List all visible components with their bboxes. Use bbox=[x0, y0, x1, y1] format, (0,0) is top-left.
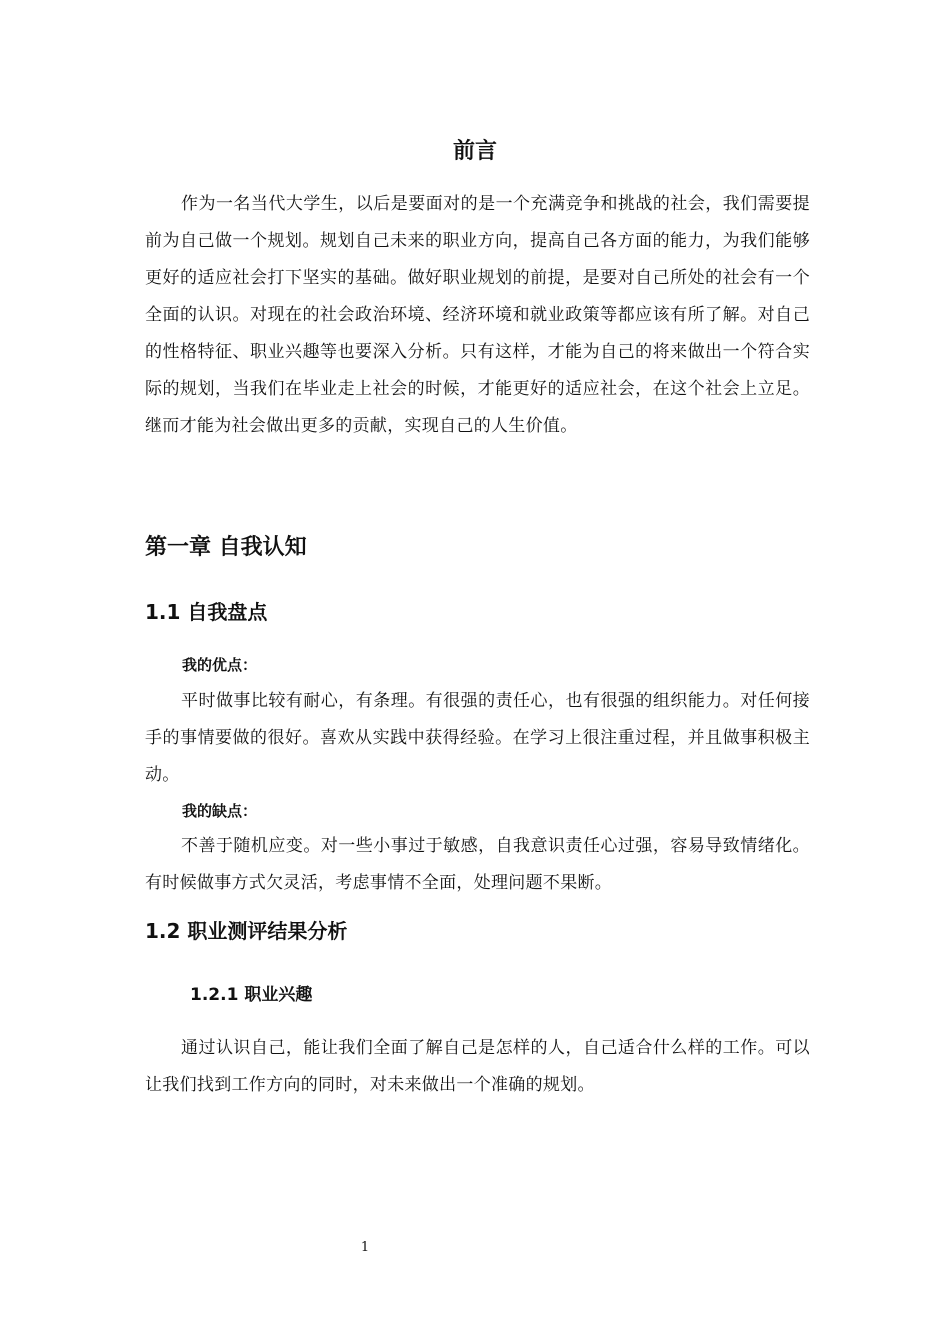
weaknesses-label: 我的缺点： bbox=[182, 802, 258, 820]
strengths-label: 我的优点： bbox=[182, 656, 258, 674]
weaknesses-paragraph: 不善于随机应变。对一些小事过于敏感，自我意识责任心过强，容易导致情绪化。有时候做事方式欠灵活，考虑事情不全面，处理问题不果断。 bbox=[145, 836, 810, 893]
page-number: 1 bbox=[360, 1240, 370, 1255]
preface-title: 前言 bbox=[452, 139, 497, 164]
subsection-title-interest: 1.2.1 职业兴趣 bbox=[190, 985, 313, 1005]
chapter-title: 第一章 自我认知 bbox=[145, 535, 307, 560]
preface-paragraph: 作为一名当代大学生，以后是要面对的是一个充满竞争和挑战的社会，我们需要提前为自己做一个规划。规划自己未来的职业方向，提高自己各方面的能力，为我们能够更好的适应社会打下坚实的基础。做好职业规划的前提，是要对自己所处的社会有一个全面的认识。对现在的社会政治环境、经济环境和就业政策等都应该有所了解。对自己的性格特征、职业兴趣等也要深入分析。只有这样，才能为自己的将来做出一个符合实际的规划，当我们在毕业走上社会的时候，才能更好的适应社会，在这个社会上立足。继而才能为社会做出更多的贡献，实现自己的人生价值。 bbox=[145, 194, 810, 436]
interest-paragraph: 通过认识自己，能让我们全面了解自己是怎样的人，自己适合什么样的工作。可以让我们找到工作方向的同时，对未来做出一个准确的规划。 bbox=[145, 1038, 810, 1095]
strengths-paragraph: 平时做事比较有耐心，有条理。有很强的责任心，也有很强的组织能力。对任何接手的事情要做的很好。喜欢从实践中获得经验。在学习上很注重过程，并且做事积极主动。 bbox=[145, 691, 810, 785]
section-title-assessment: 1.2 职业测评结果分析 bbox=[145, 919, 348, 943]
section-title-self-inventory: 1.1 自我盘点 bbox=[145, 600, 268, 624]
